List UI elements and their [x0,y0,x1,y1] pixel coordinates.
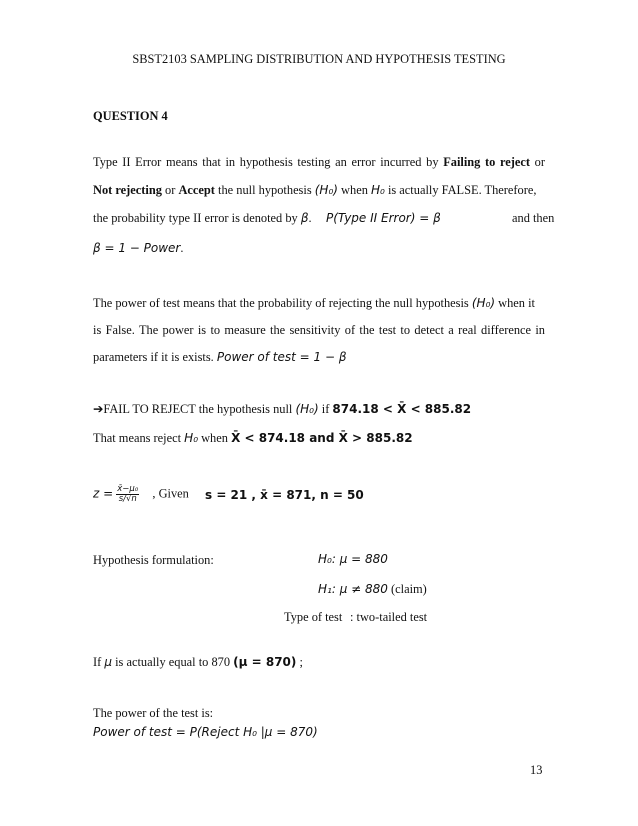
page-number: 13 [530,763,543,777]
h0-symbol: H₀ [184,431,199,445]
z-formula-line: z = $\frac{\text{x̄−μ₀}}{s/√n}$ , Given [93,484,189,504]
h0-symbol: (H₀) [471,296,496,310]
power-line-3: parameters if it is exists. Power of test = 1 − β [93,350,347,364]
type2-and-then: and then [512,211,555,225]
power-of-test-label: The power of the test is: [93,706,214,720]
type2-line-2: Not rejecting or Accept the null hypothesis (H₀) when H₀ is actually FALSE. Therefore, [93,183,537,197]
given-values: s = 21 , x̄ = 871, n = 50 [205,488,364,502]
mu-equals-870: (μ = 870) [233,655,297,669]
type2-line-3: the probability type II error is denoted by β. [93,211,312,225]
power-line-2: is False. The power is to measure the sensitivity of the test to detect a real difference in [93,323,545,337]
power-equation: Power of test = 1 − β [216,350,347,364]
h0-symbol: (H₀) [295,402,319,416]
arrow-icon: ➔ [93,402,104,416]
power-of-test-equation: Power of test = P(Reject H₀ |μ = 870) [93,725,318,739]
if-mu-line: If μ is actually equal to 870 (μ = 870) ; [93,655,303,669]
beta-symbol: β [300,211,309,225]
h0-symbol: (H₀) [314,183,338,197]
acceptance-interval: 874.18 < X̄ < 885.82 [332,402,472,416]
hypothesis-label: Hypothesis formulation: [93,553,214,567]
test-type-value: : two-tailed test [350,610,428,624]
beta-equation: β = 1 − Power. [93,241,184,255]
rejection-region: X̄ < 874.18 and X̄ > 885.82 [231,431,413,445]
question-title: QUESTION 4 [93,109,168,123]
mu-symbol: μ [104,655,112,669]
alternative-hypothesis: H₁: μ ≠ 880 (claim) [318,582,427,596]
type2-line-1: Type II Error means that in hypothesis testing an error incurred by Failing to reject or [93,155,546,169]
page-header: SBST2103 SAMPLING DISTRIBUTION AND HYPOTHESIS TESTING [132,52,506,66]
null-hypothesis: H₀: μ = 880 [318,552,388,566]
z-fraction: $\frac{\text{x̄−μ₀}}{s/√n}$ [117,484,139,504]
test-type-label: Type of test [284,610,343,624]
h0-symbol: H₀ [371,183,385,197]
power-line-1: The power of test means that the probability of rejecting the null hypothesis (H₀) when it [93,296,535,310]
type2-probability-equation: P(Type II Error) = β [326,211,441,225]
reject-region-line: That means reject H₀ when X̄ < 874.18 and X̄ > 885.82 [93,431,413,445]
fail-to-reject-line: ➔FAIL TO REJECT the hypothesis null (H₀) if 874.18 < X̄ < 885.82 [93,402,472,416]
